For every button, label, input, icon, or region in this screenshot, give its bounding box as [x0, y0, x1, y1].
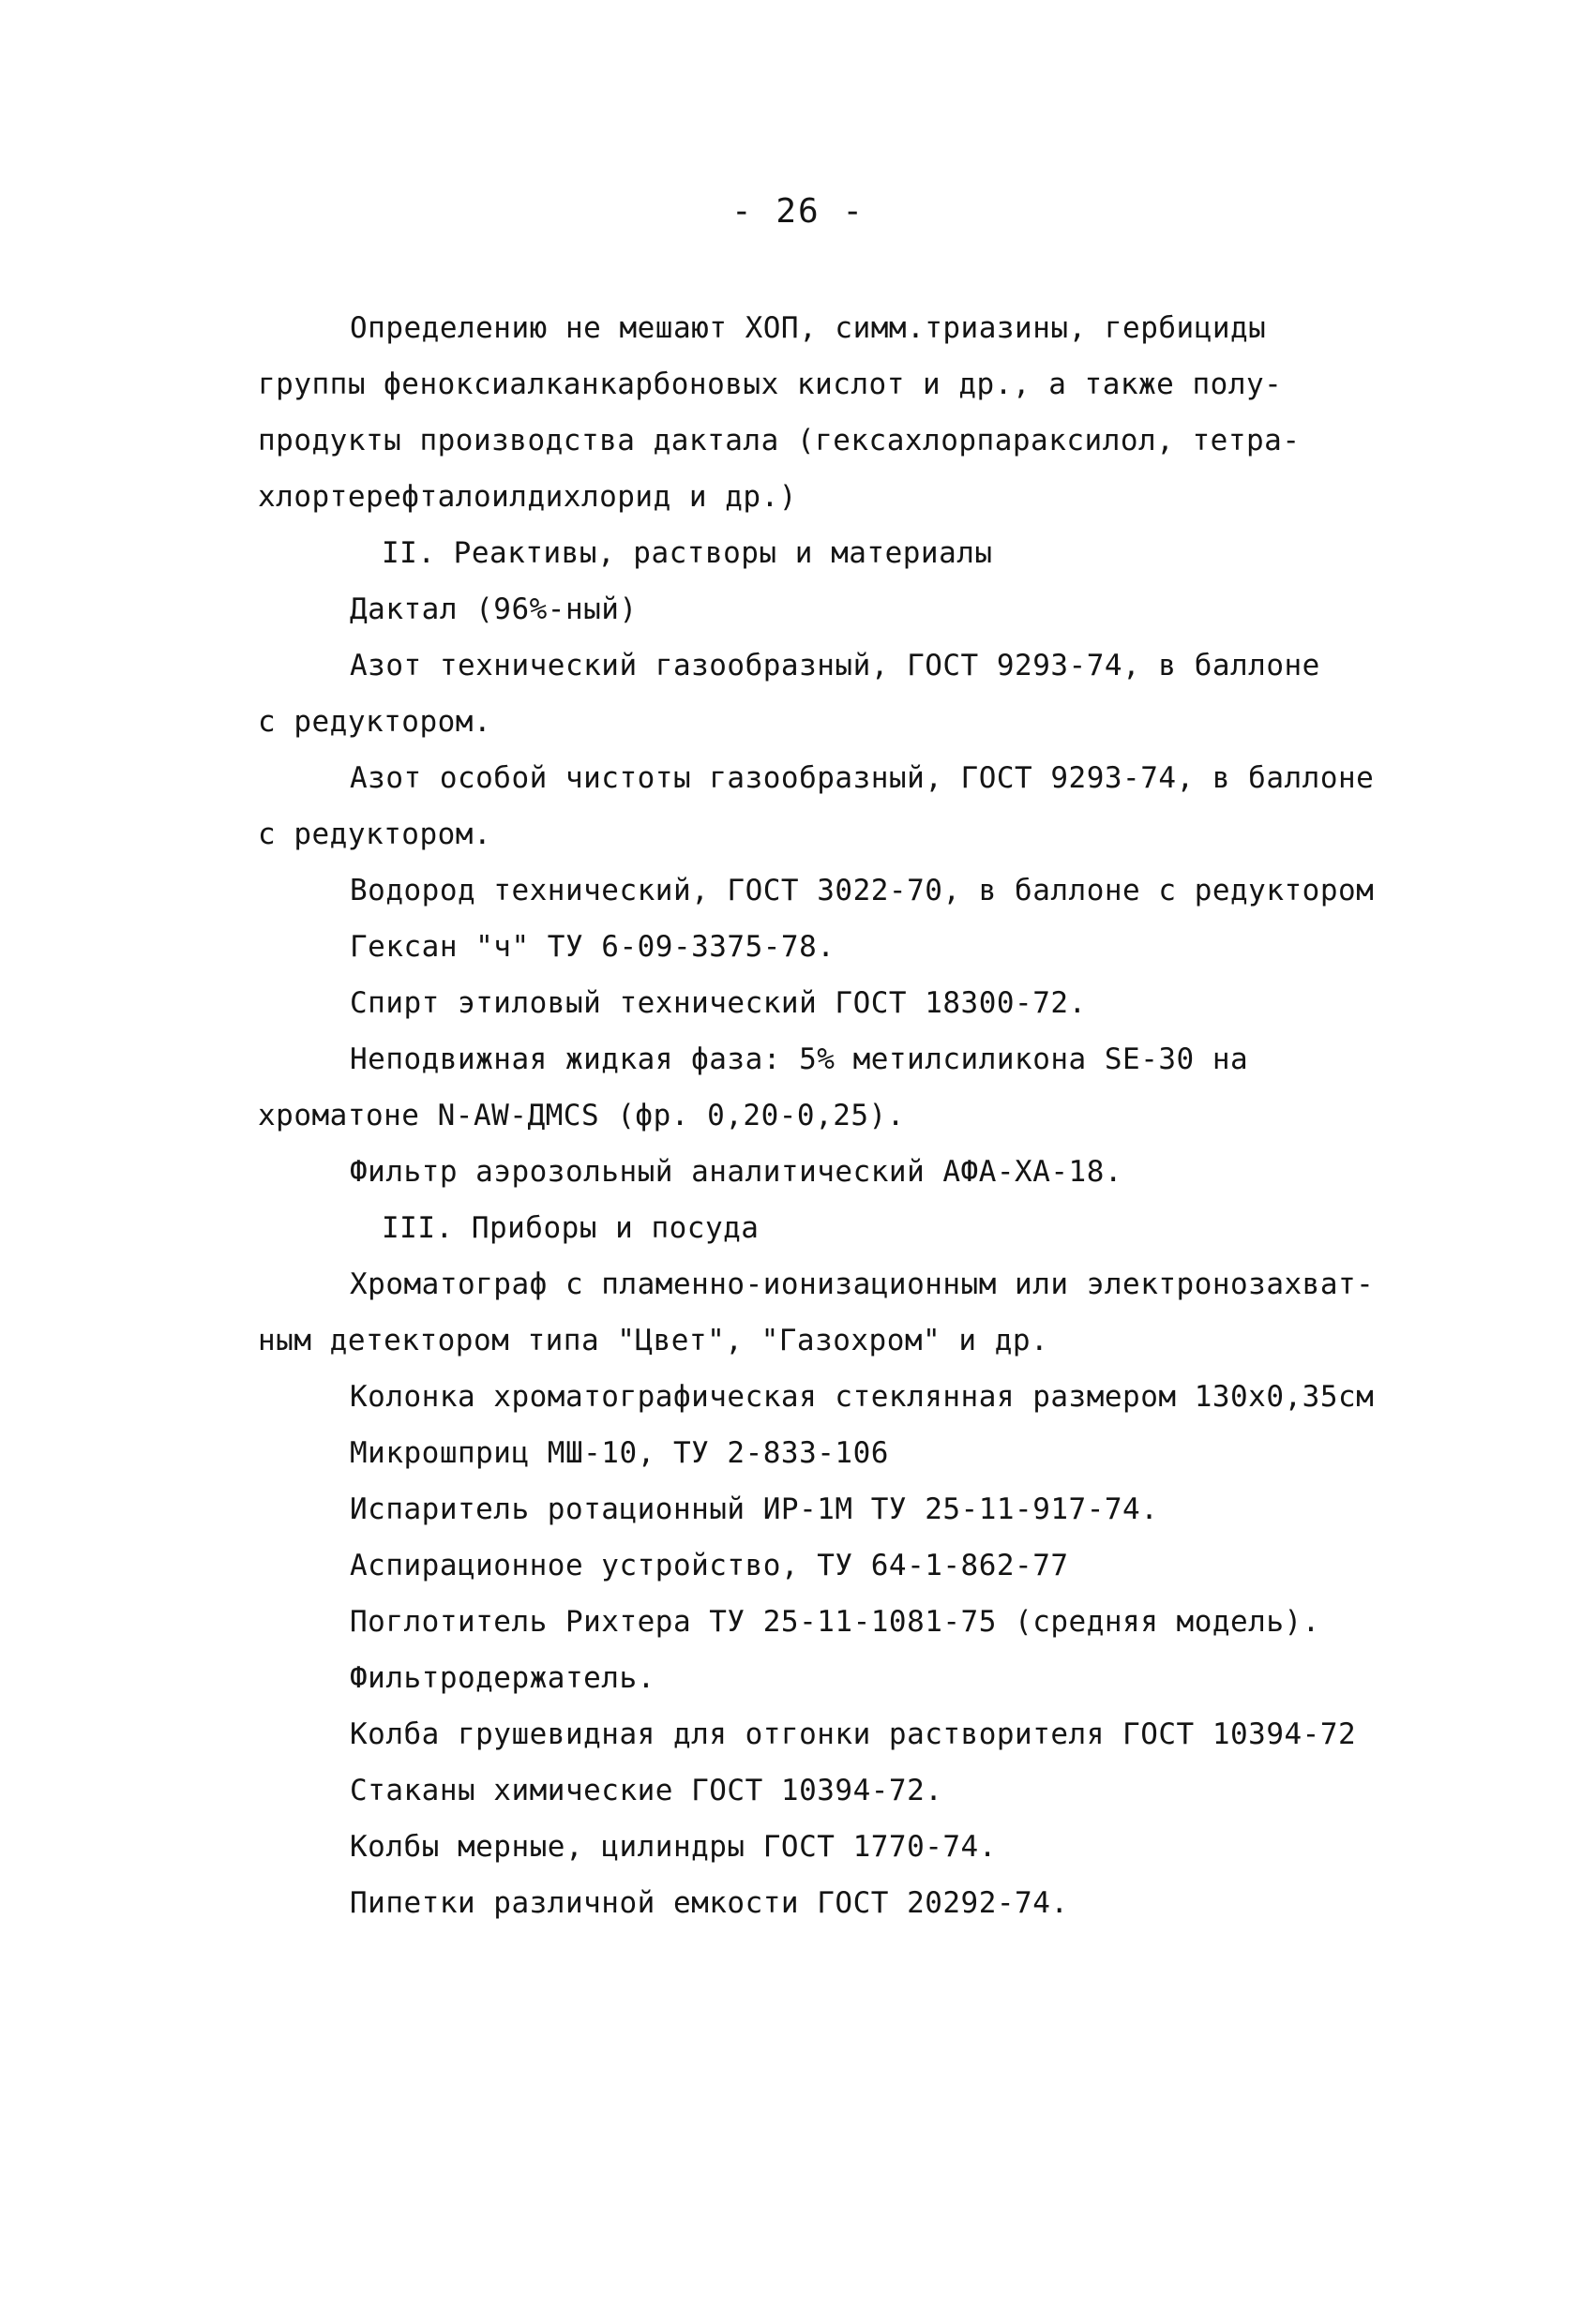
reagent-line-2: Азот технический газообразный, ГОСТ 9293-74, в баллоне — [350, 649, 1320, 682]
section-2-heading: II. Реактивы, растворы и материалы — [382, 536, 993, 570]
equipment-line-1: Хроматограф с пламенно-ионизационным или электронозахват- — [350, 1267, 1375, 1301]
reagent-line-3: с редуктором. — [258, 705, 492, 739]
reagent-line-1: Дактал (96%-ный) — [350, 592, 638, 626]
section-3-heading: III. Приборы и посуда — [382, 1211, 760, 1245]
reagent-line-8: Спирт этиловый технический ГОСТ 18300-72. — [350, 986, 1087, 1020]
intro-line-1: Определению не мешают ХОП, симм.триазины, гербициды — [350, 311, 1267, 345]
equipment-line-10: Стаканы химические ГОСТ 10394-72. — [350, 1774, 943, 1807]
equipment-line-2: ным детектором типа "Цвет", "Газохром" и др. — [258, 1324, 1049, 1357]
reagent-line-7: Гексан "ч" ТУ 6-09-3375-78. — [350, 930, 836, 964]
equipment-line-6: Аспирационное устройство, ТУ 64-1-862-77 — [350, 1549, 1069, 1582]
reagent-line-6: Водород технический, ГОСТ 3022-70, в баллоне с редуктором — [350, 874, 1375, 907]
equipment-line-4: Микрошприц МШ-10, ТУ 2-833-106 — [350, 1436, 889, 1470]
reagent-line-4: Азот особой чистоты газообразный, ГОСТ 9293-74, в баллоне — [350, 761, 1375, 795]
intro-line-4: хлортерефталоилдихлорид и др.) — [258, 480, 797, 514]
reagent-line-5: с редуктором. — [258, 817, 492, 851]
equipment-line-5: Испаритель ротационный ИР-1М ТУ 25-11-917-74. — [350, 1492, 1159, 1526]
equipment-line-3: Колонка хроматографическая стеклянная размером 130х0,35см — [350, 1380, 1375, 1414]
reagent-line-9: Неподвижная жидкая фаза: 5% метилсиликона SE-30 на — [350, 1042, 1249, 1076]
equipment-line-11: Колбы мерные, цилиндры ГОСТ 1770-74. — [350, 1830, 997, 1864]
reagent-line-11: Фильтр аэрозольный аналитический АФА-ХА-18. — [350, 1155, 1123, 1189]
equipment-line-7: Поглотитель Рихтера ТУ 25-11-1081-75 (средняя модель). — [350, 1605, 1320, 1639]
intro-line-2: группы феноксиалканкарбоновых кислот и др., а также полу- — [258, 367, 1283, 401]
reagent-line-10: хроматоне N-AW-ДМСS (фр. 0,20-0,25). — [258, 1099, 905, 1132]
equipment-line-12: Пипетки различной емкости ГОСТ 20292-74. — [350, 1886, 1069, 1920]
intro-line-3: продукты производства дактала (гексахлорпараксилол, тетра- — [258, 424, 1301, 457]
page-number: - 26 - — [730, 192, 866, 231]
equipment-line-9: Колба грушевидная для отгонки растворителя ГОСТ 10394-72 — [350, 1717, 1357, 1751]
equipment-line-8: Фильтродержатель. — [350, 1661, 655, 1695]
